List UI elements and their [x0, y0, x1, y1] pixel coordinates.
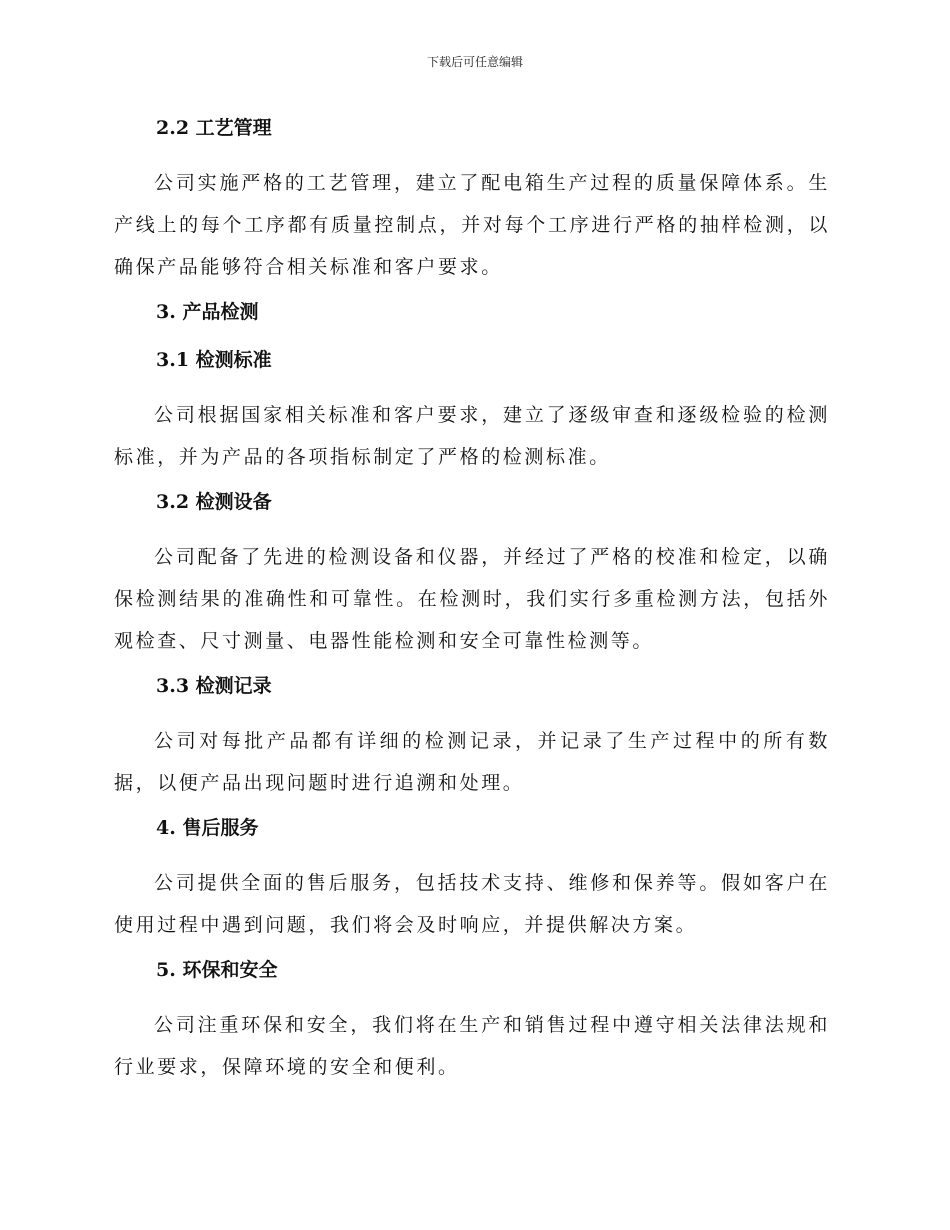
- section-paragraph-3-1: 公司根据国家相关标准和客户要求，建立了逐级审查和逐级检验的检测标准，并为产品的各项指标制定了严格的检测标准。: [114, 404, 830, 468]
- section-paragraph-2-2: 公司实施严格的工艺管理，建立了配电箱生产过程的质量保障体系。生产线上的每个工序都有质量控制点，并对每个工序进行严格的抽样检测，以确保产品能够符合相关标准和客户要求。: [114, 172, 830, 278]
- section-heading-3-2: 3.2 检测设备: [156, 491, 272, 513]
- section-heading-2-2: 2.2 工艺管理: [156, 117, 272, 139]
- document-body: [114, 104, 830, 1094]
- section-heading-5: 5. 环保和安全: [156, 959, 278, 981]
- section-paragraph-3-3: 公司对每批产品都有详细的检测记录，并记录了生产过程中的所有数据，以便产品出现问题时进行追溯和处理。: [114, 730, 830, 794]
- section-paragraph-3-2: 公司配备了先进的检测设备和仪器，并经过了严格的校准和检定，以确保检测结果的准确性和可靠性。在检测时，我们实行多重检测方法，包括外观检查、尺寸测量、电器性能检测和安全可靠性检测等。: [114, 546, 830, 652]
- section-paragraph-5: 公司注重环保和安全，我们将在生产和销售过程中遵守相关法律法规和行业要求，保障环境的安全和便利。: [114, 1014, 830, 1078]
- section-heading-3-1: 3.1 检测标准: [156, 349, 272, 371]
- section-heading-3-3: 3.3 检测记录: [156, 675, 272, 697]
- section-heading-4: 4. 售后服务: [156, 817, 259, 839]
- page-header: 下载后可任意编辑: [426, 55, 523, 69]
- section-heading-3: 3. 产品检测: [156, 301, 259, 323]
- section-paragraph-4: 公司提供全面的售后服务，包括技术支持、维修和保养等。假如客户在使用过程中遇到问题，我们将会及时响应，并提供解决方案。: [114, 872, 830, 936]
